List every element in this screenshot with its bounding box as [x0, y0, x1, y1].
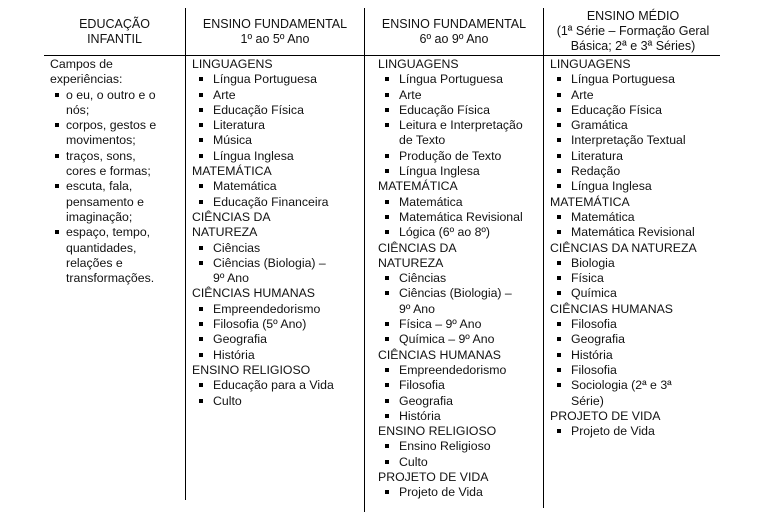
section-title: LINGUAGENS — [192, 57, 273, 71]
list-item: Redação — [550, 164, 722, 179]
section-title: CIÊNCIAS HUMANAS — [550, 301, 673, 316]
section-title: NATUREZA — [192, 225, 258, 240]
section-title: CIÊNCIAS HUMANAS — [378, 347, 501, 362]
section-ciencias-natureza — [550, 241, 722, 302]
section-matematica — [192, 164, 364, 210]
section-title: MATEMÁTICA — [192, 164, 272, 179]
section-title: LINGUAGENS — [550, 57, 631, 71]
item-line: Ciências (Biologia) – — [213, 255, 326, 270]
list-item: Língua Portuguesa — [378, 72, 543, 87]
list-item: Matemática — [550, 210, 722, 225]
list-item: Língua Inglesa — [192, 149, 364, 164]
experience-list — [50, 88, 185, 287]
section-ensino-religioso — [192, 363, 364, 409]
item-line: nós; — [66, 102, 90, 117]
header-line: ENSINO MÉDIO — [586, 9, 680, 23]
section-ensino-religioso — [378, 424, 543, 470]
list-item: Língua Portuguesa — [550, 72, 722, 87]
section-linguagens — [550, 57, 722, 195]
section-title: CIÊNCIAS DA — [192, 209, 271, 224]
list-item — [50, 149, 185, 180]
column-header — [544, 8, 722, 55]
header-line: (1ª Série – Formação Geral — [556, 24, 710, 38]
item-line: movimentos; — [66, 133, 136, 148]
list-item: Língua Portuguesa — [192, 72, 364, 87]
list-item: Educação Física — [192, 103, 364, 118]
item-line: Ciências (Biologia) – — [399, 286, 512, 301]
list-item: Literatura — [192, 118, 364, 133]
list-item: Matemática Revisional — [550, 225, 722, 240]
item-line: 9º Ano — [213, 271, 249, 286]
section-matematica — [550, 195, 722, 241]
section-title: NATUREZA — [378, 255, 444, 270]
item-line: relações e — [66, 255, 123, 270]
list-item: Empreendedorismo — [378, 363, 543, 378]
section-ciencias-natureza — [378, 241, 543, 348]
list-item: História — [550, 348, 722, 363]
section-title: PROJETO DE VIDA — [378, 470, 489, 485]
list-item — [378, 286, 543, 317]
item-line: imaginação; — [66, 209, 133, 224]
list-item: Língua Inglesa — [378, 164, 543, 179]
list-item: Filosofia — [550, 363, 722, 378]
section-title: ENSINO RELIGIOSO — [192, 362, 311, 377]
list-item: Ciências — [378, 271, 543, 286]
list-item: Arte — [550, 88, 722, 103]
list-item: Química – 9º Ano — [378, 332, 543, 347]
section-title: CIÊNCIAS DA — [378, 240, 457, 255]
item-line: cores e formas; — [66, 164, 151, 179]
item-line: Sociologia (2ª e 3ª — [571, 378, 672, 393]
section-ciencias-humanas — [378, 348, 543, 424]
section-linguagens — [378, 57, 543, 179]
section-ciencias-humanas — [550, 302, 722, 409]
section-linguagens — [192, 57, 364, 164]
list-item: Educação para a Vida — [192, 378, 364, 393]
header-line: 6º ao 9º Ano — [419, 31, 489, 46]
section-title: ENSINO RELIGIOSO — [378, 424, 497, 439]
list-item: Arte — [192, 88, 364, 103]
section-ciencias-humanas — [192, 286, 364, 362]
list-item: Culto — [192, 394, 364, 409]
list-item: Geografia — [550, 332, 722, 347]
list-item: Educação Física — [550, 103, 722, 118]
item-line: quantidades, — [66, 240, 137, 255]
header-line: EDUCAÇÃO — [79, 16, 150, 31]
list-item: Educação Física — [378, 103, 543, 118]
list-item: Filosofia — [378, 378, 543, 393]
list-item: Filosofia (5º Ano) — [192, 317, 364, 332]
item-line: traços, sons, — [66, 148, 136, 163]
list-item: Matemática — [378, 195, 543, 210]
list-item — [50, 225, 185, 286]
item-line: o eu, o outro e o — [66, 87, 156, 102]
column-fundamental-1-5 — [186, 8, 364, 409]
section-title: LINGUAGENS — [378, 57, 459, 71]
column-fundamental-6-9 — [365, 8, 543, 501]
list-item: Gramática — [550, 118, 722, 133]
list-item: Física — [550, 271, 722, 286]
column-header — [365, 8, 543, 55]
item-line: transformações. — [66, 271, 155, 286]
list-item: Matemática — [192, 179, 364, 194]
section-title: CIÊNCIAS HUMANAS — [192, 286, 315, 301]
list-item: Educação Financeira — [192, 195, 364, 210]
list-item: Geografia — [192, 332, 364, 347]
list-item: Língua Inglesa — [550, 179, 722, 194]
column-educacao-infantil — [44, 8, 185, 286]
section-matematica — [378, 179, 543, 240]
list-item: Culto — [378, 455, 543, 470]
list-item: Lógica (6º ao 8º) — [378, 225, 543, 240]
list-item: Música — [192, 133, 364, 148]
header-line: Básica; 2ª e 3ª Séries) — [570, 39, 696, 53]
list-item — [550, 378, 722, 409]
column-ensino-medio — [544, 8, 722, 439]
item-line: corpos, gestos e — [66, 118, 157, 133]
list-item: Empreendedorismo — [192, 302, 364, 317]
list-item: Física – 9º Ano — [378, 317, 543, 332]
list-item: Matemática Revisional — [378, 210, 543, 225]
list-item: Geografia — [378, 394, 543, 409]
list-item: Filosofia — [550, 317, 722, 332]
list-item — [50, 88, 185, 119]
header-line: ENSINO FUNDAMENTAL — [202, 16, 348, 31]
list-item: Projeto de Vida — [378, 485, 543, 500]
list-item — [50, 179, 185, 225]
list-item: História — [192, 348, 364, 363]
list-item — [192, 256, 364, 287]
header-line: ENSINO FUNDAMENTAL — [381, 16, 527, 31]
list-item: Ciências — [192, 241, 364, 256]
list-item: História — [378, 409, 543, 424]
list-item: Biologia — [550, 256, 722, 271]
list-item — [50, 118, 185, 149]
intro-line: experiências: — [50, 72, 123, 87]
list-item: Literatura — [550, 149, 722, 164]
list-item — [378, 118, 543, 149]
list-item: Produção de Texto — [378, 149, 543, 164]
item-line: de Texto — [399, 133, 446, 148]
section-projeto-de-vida — [550, 409, 722, 440]
item-line: escuta, fala, — [66, 179, 133, 194]
list-item: Projeto de Vida — [550, 424, 722, 439]
column-header — [186, 8, 364, 55]
header-line: INFANTIL — [87, 31, 142, 46]
intro-line: Campos de — [50, 57, 113, 71]
list-item: Ensino Religioso — [378, 439, 543, 454]
item-line: espaço, tempo, — [66, 225, 151, 240]
list-item: Arte — [378, 88, 543, 103]
header-line: 1º ao 5º Ano — [240, 31, 310, 46]
item-line: Série) — [571, 393, 604, 408]
column-header — [44, 8, 185, 55]
section-title: CIÊNCIAS DA NATUREZA — [550, 240, 697, 255]
section-projeto-de-vida — [378, 470, 543, 501]
item-line: 9º Ano — [399, 301, 435, 316]
item-line: Leitura e Interpretação — [399, 118, 523, 133]
section-title: PROJETO DE VIDA — [550, 408, 661, 423]
item-line: pensamento e — [66, 194, 144, 209]
section-title: MATEMÁTICA — [550, 194, 630, 209]
list-item: Interpretação Textual — [550, 133, 722, 148]
list-item: Química — [550, 286, 722, 301]
section-title: MATEMÁTICA — [378, 179, 458, 194]
section-ciencias-natureza — [192, 210, 364, 286]
